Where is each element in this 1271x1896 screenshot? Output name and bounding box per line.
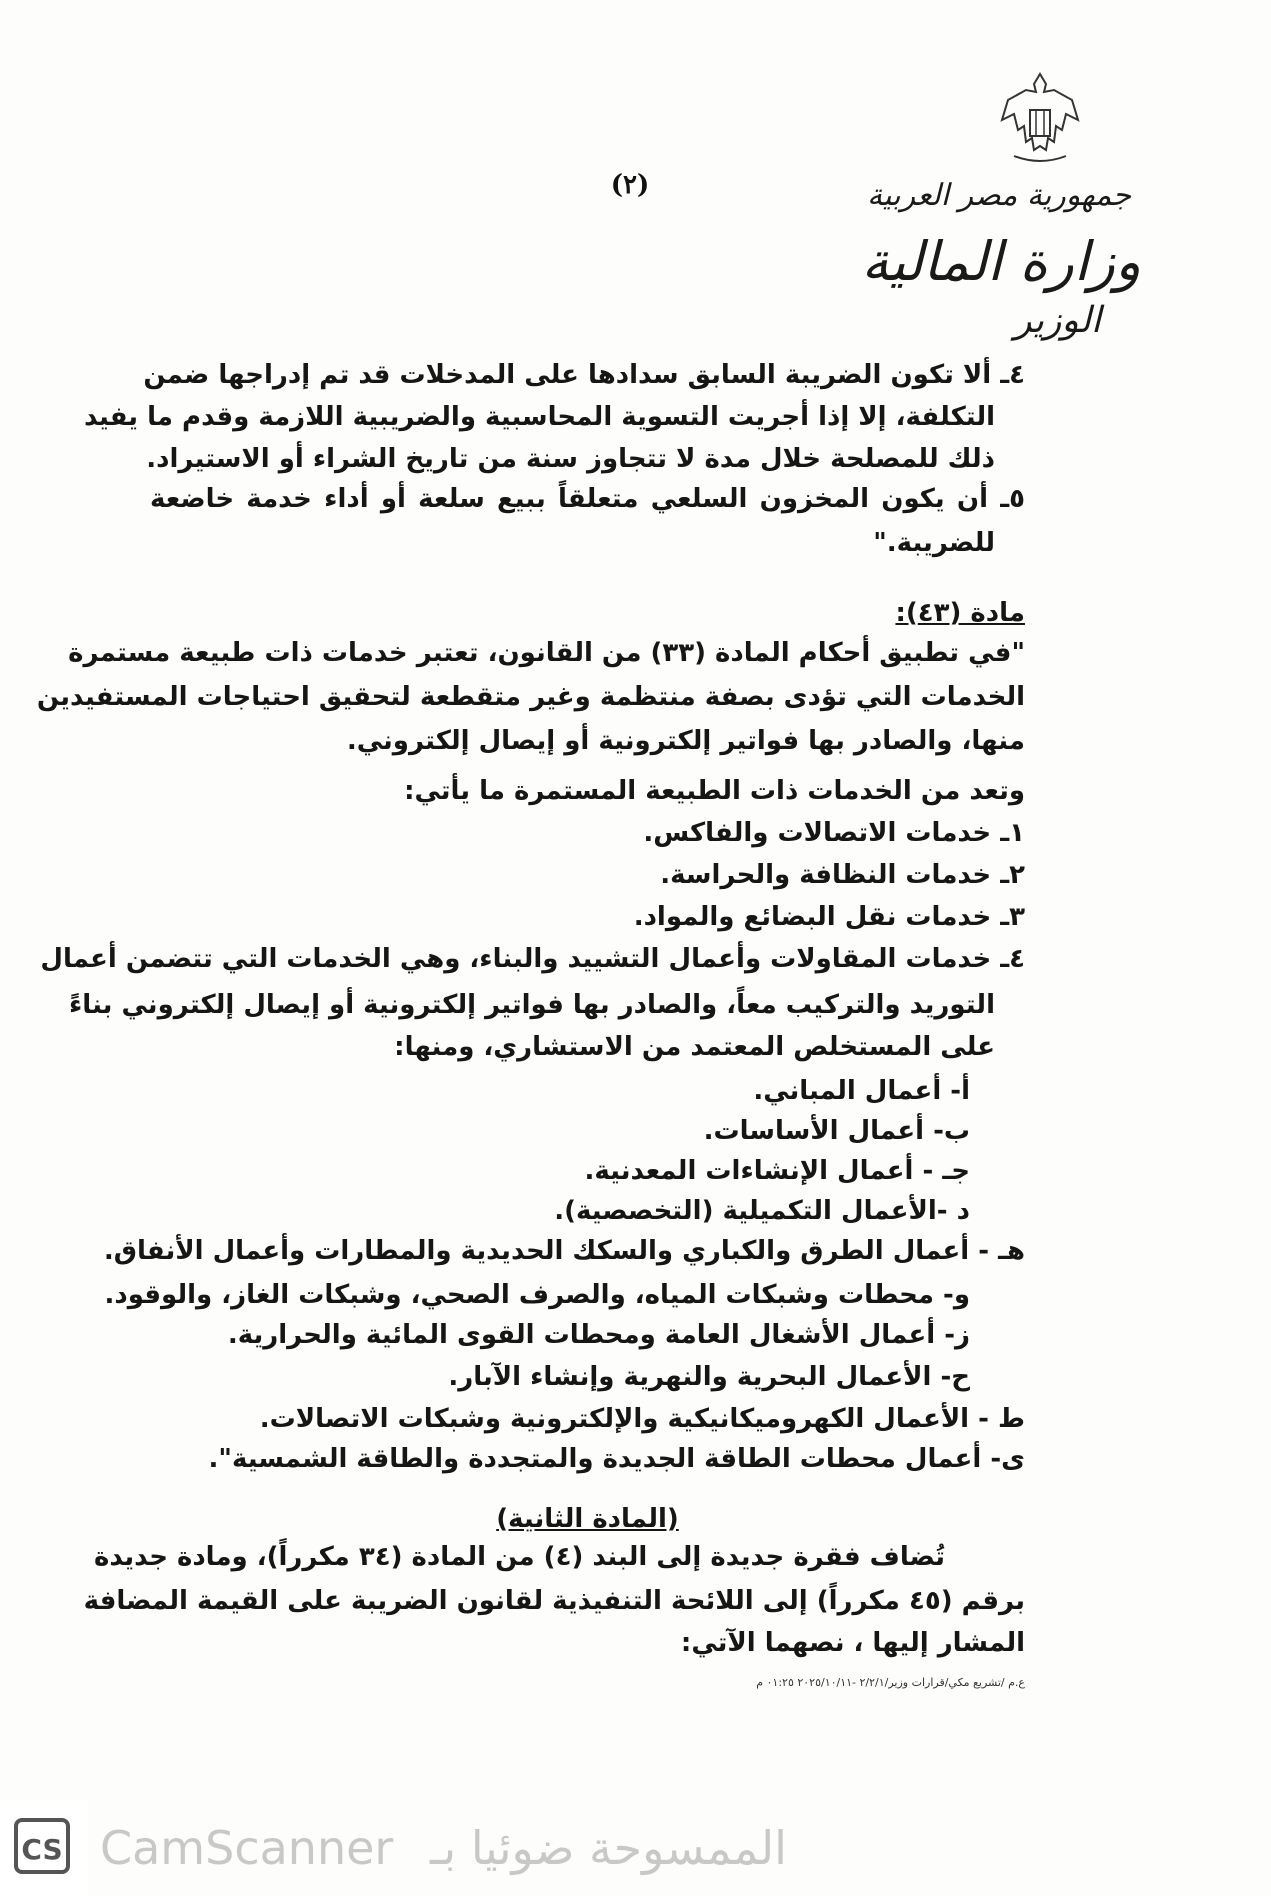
- article-heading: مادة (٤٣):: [895, 598, 1025, 628]
- body-line: ى- أعمال محطات الطاقة الجديدة والمتجددة والطاقة الشمسية".: [208, 1444, 1025, 1474]
- header-ministry: وزارة المالية: [861, 230, 1141, 293]
- page-number: (٢): [610, 170, 650, 200]
- header-country: جمهورية مصر العربية: [867, 178, 1131, 213]
- camscanner-logo: CS: [14, 1818, 70, 1874]
- body-line: ٢ـ خدمات النظافة والحراسة.: [660, 860, 1025, 890]
- body-line: ز- أعمال الأشغال العامة ومحطات القوى المائية والحرارية.: [227, 1320, 970, 1350]
- body-line: على المستخلص المعتمد من الاستشاري، ومنها:: [394, 1032, 995, 1062]
- body-line: التوريد والتركيب معاً، والصادر بها فواتير إلكترونية أو إيصال إلكتروني بناءً: [69, 990, 995, 1020]
- body-line: ١ـ خدمات الاتصالات والفاكس.: [643, 818, 1025, 848]
- body-line: منها، والصادر بها فواتير إلكترونية أو إيصال إلكتروني.: [346, 726, 1025, 756]
- body-line: تُضاف فقرة جديدة إلى البند (٤) من المادة (٣٤ مكرراً)، ومادة جديدة: [94, 1542, 945, 1572]
- body-line: الخدمات التي تؤدى بصفة منتظمة وغير متقطعة لتحقيق احتياجات المستفيدين: [36, 682, 1025, 712]
- body-line: برقم (٤٥ مكرراً) إلى اللائحة التنفيذية لقانون الضريبة على القيمة المضافة: [83, 1586, 1025, 1616]
- camscanner-watermark: [100, 1800, 1200, 1896]
- body-line: و- محطات وشبكات المياه، والصرف الصحي، وشبكات الغاز، والوقود.: [104, 1280, 970, 1310]
- camscanner-app-name: CamScanner: [100, 1821, 394, 1875]
- section-heading: (المادة الثانية): [496, 1504, 679, 1534]
- body-line: للضريبة.": [873, 528, 995, 558]
- egypt-eagle-emblem: [1000, 70, 1080, 170]
- body-line: وتعد من الخدمات ذات الطبيعة المستمرة ما يأتي:: [404, 776, 1025, 806]
- body-line: أ- أعمال المباني.: [753, 1076, 970, 1106]
- camscanner-caption: الممسوحة ضوئيا بـ: [429, 1821, 787, 1875]
- footer-reference: ع.م /تشريع مكي/قرارات وزير/٢/٢/١ -٢٠٢٥/١٠/١١ ٠١:٢٥ م: [756, 1676, 1025, 1689]
- body-line: المشار إليها ، نصهما الآتي:: [680, 1628, 1025, 1658]
- document-body: [36, 360, 1025, 1790]
- body-line: ٥ـ أن يكون المخزون السلعي متعلقاً ببيع سلعة أو أداء خدمة خاضعة: [150, 484, 1025, 514]
- body-line: هـ - أعمال الطرق والكباري والسكك الحديدية والمطارات وأعمال الأنفاق.: [103, 1236, 1025, 1266]
- body-line: ذلك للمصلحة خلال مدة لا تتجاوز سنة من تاريخ الشراء أو الاستيراد.: [146, 444, 995, 474]
- body-line: ٤ـ خدمات المقاولات وأعمال التشييد والبناء، وهي الخدمات التي تتضمن أعمال: [40, 944, 1025, 974]
- header-minister: الوزير: [1014, 300, 1101, 341]
- body-line: التكلفة، إلا إذا أجريت التسوية المحاسبية والضريبية اللازمة وقدم ما يفيد: [83, 402, 995, 432]
- body-line: جـ - أعمال الإنشاءات المعدنية.: [584, 1156, 970, 1186]
- body-line: ٤ـ ألا تكون الضريبة السابق سدادها على المدخلات قد تم إدراجها ضمن: [143, 360, 1025, 390]
- body-line: ح- الأعمال البحرية والنهرية وإنشاء الآبار.: [448, 1362, 970, 1392]
- camscanner-logo-box: [0, 1800, 88, 1896]
- body-line: ٣ـ خدمات نقل البضائع والمواد.: [633, 902, 1025, 932]
- body-line: "في تطبيق أحكام المادة (٣٣) من القانون، تعتبر خدمات ذات طبيعة مستمرة: [68, 638, 1025, 668]
- body-line: ب- أعمال الأساسات.: [703, 1116, 970, 1146]
- body-line: د -الأعمال التكميلية (التخصصية).: [554, 1196, 970, 1226]
- body-line: ط - الأعمال الكهروميكانيكية والإلكترونية وشبكات الاتصالات.: [259, 1404, 1025, 1434]
